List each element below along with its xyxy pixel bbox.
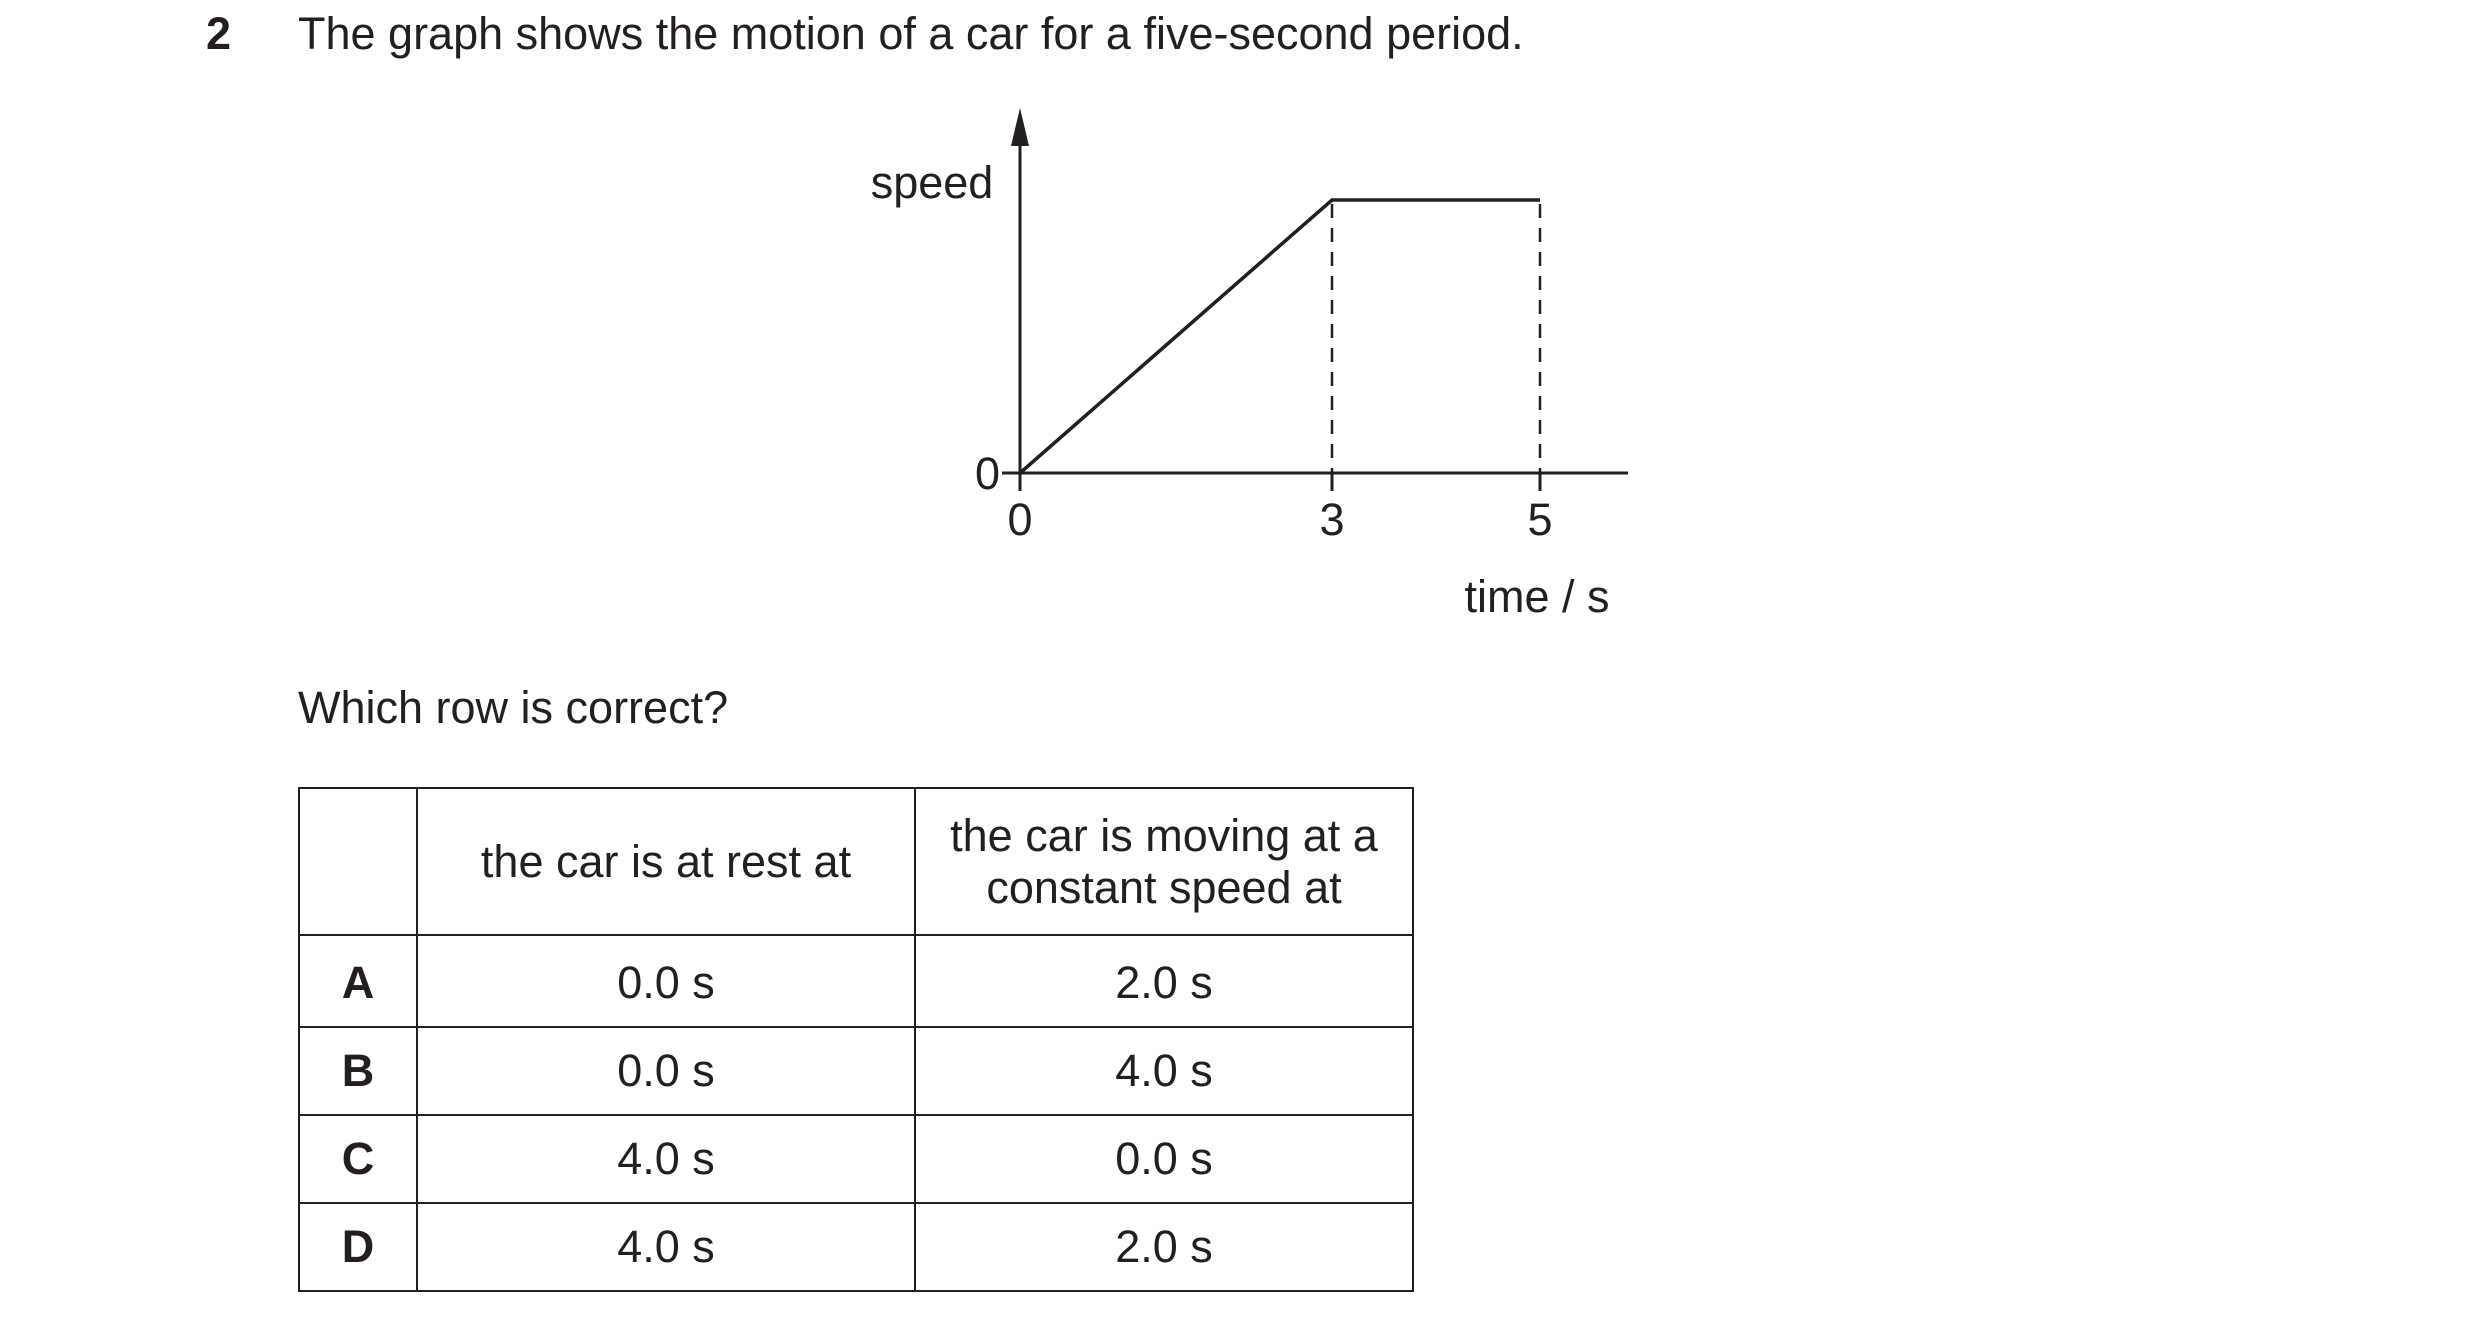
- x-tick-label: 5: [1527, 494, 1553, 545]
- table-header-blank: [299, 788, 417, 935]
- option-letter: A: [299, 935, 417, 1027]
- speed-line: [1020, 200, 1540, 473]
- option-letter: B: [299, 1027, 417, 1115]
- x-axis-label: time / s: [1464, 571, 1610, 622]
- table-row: [299, 1203, 1413, 1291]
- answer-table: [298, 787, 1414, 1292]
- table-row: [299, 935, 1413, 1027]
- constant-time: 2.0 s: [915, 1203, 1413, 1291]
- x-tick-label: 0: [1007, 494, 1033, 545]
- question-text: The graph shows the motion of a car for a five-second period.: [298, 8, 1524, 59]
- table-row: [299, 1027, 1413, 1115]
- rest-time: 0.0 s: [417, 1027, 915, 1115]
- y-tick-label: 0: [974, 448, 1000, 499]
- question-prompt: Which row is correct?: [298, 682, 729, 733]
- table-header-row: [299, 788, 1413, 935]
- table-header-rest: the car is at rest at: [417, 788, 915, 935]
- option-letter: D: [299, 1203, 417, 1291]
- constant-time: 4.0 s: [915, 1027, 1413, 1115]
- constant-time: 0.0 s: [915, 1115, 1413, 1203]
- x-tick-label: 3: [1319, 494, 1345, 545]
- question-number: 2: [206, 8, 232, 59]
- rest-time: 4.0 s: [417, 1203, 915, 1291]
- y-axis-label: speed: [870, 157, 994, 208]
- y-axis-arrow-icon: [1011, 108, 1029, 146]
- rest-time: 4.0 s: [417, 1115, 915, 1203]
- table-header-constant: the car is moving at a constant speed at: [915, 788, 1413, 935]
- constant-time: 2.0 s: [915, 935, 1413, 1027]
- option-letter: C: [299, 1115, 417, 1203]
- rest-time: 0.0 s: [417, 935, 915, 1027]
- table-row: [299, 1115, 1413, 1203]
